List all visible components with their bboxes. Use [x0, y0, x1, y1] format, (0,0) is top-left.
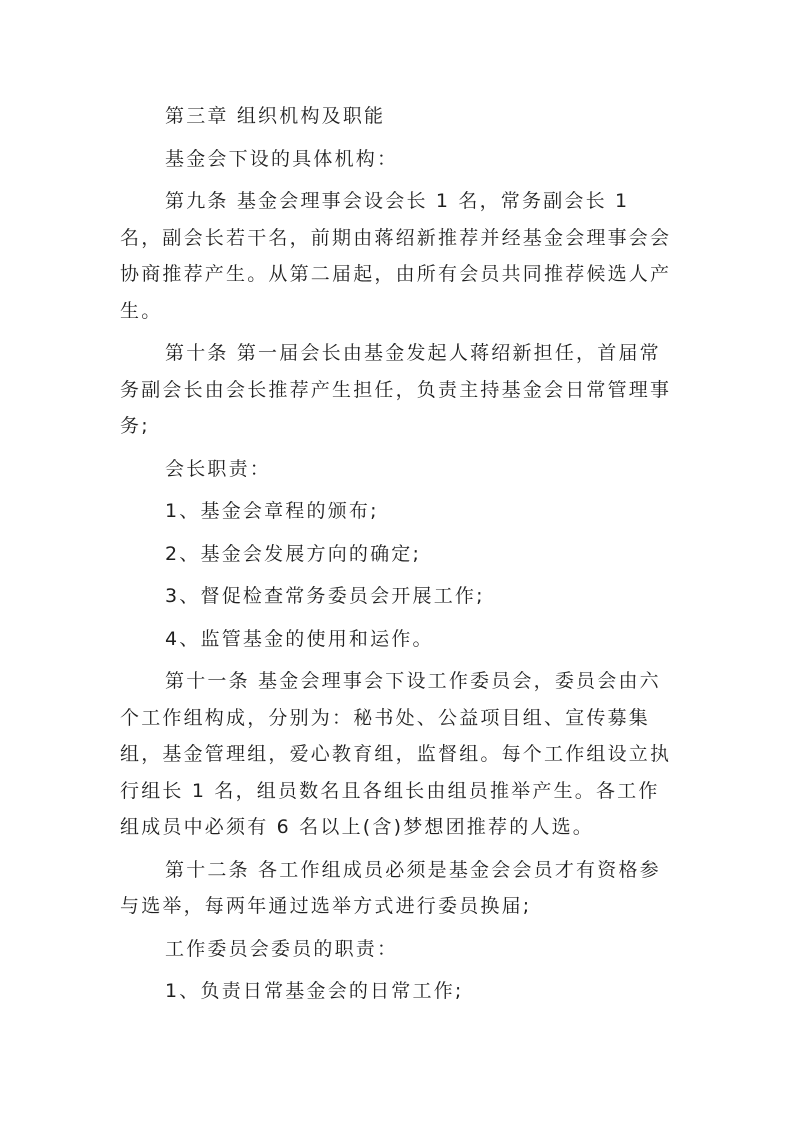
president-duty-3: 3、督促检查常务委员会开展工作;	[165, 585, 485, 607]
article-12: 第十二条 各工作组成员必须是基金会会员才有资格参与选举，每两年通过选举方式进行委员换届;	[120, 858, 661, 917]
president-duty-2: 2、基金会发展方向的确定;	[165, 542, 422, 565]
paragraph-institutions: 基金会下设的具体机构：	[165, 147, 399, 170]
committee-duty-1: 1、负责日常基金会的日常工作;	[165, 980, 464, 1002]
article-10: 第十条 第一届会长由基金发起人蒋绍新担任，首届常务副会长由会长推荐产生担任，负责主持基金会日常管理事务;	[120, 342, 672, 437]
article-9: 第九条 基金会理事会设会长 1 名，常务副会长 1 名，副会长若干名，前期由蒋绍新推荐并经基金会理事会会协商推荐产生。从第二届起，由所有会员共同推荐候选人产生。	[120, 190, 672, 322]
article-11: 第十一条 基金会理事会下设工作委员会，委员会由六个工作组构成，分别为：秘书处、公益项目组、宣传募集组，基金管理组，爱心教育组，监督组。每个工作组设立执行组长 1 名，组员数名且各组长由组员推举产生。各工作组成员中必须有 6 名以上(含)梦想团推荐的人选。	[120, 670, 672, 838]
document-body	[120, 98, 675, 1016]
president-duty-4: 4、监管基金的使用和运作。	[165, 627, 434, 650]
committee-duties-heading: 工作委员会委员的职责：	[165, 937, 399, 960]
president-duty-1: 1、基金会章程的颁布;	[165, 500, 379, 522]
president-duties-heading: 会长职责：	[165, 457, 272, 480]
chapter-heading: 第三章 组织机构及职能	[165, 105, 386, 127]
